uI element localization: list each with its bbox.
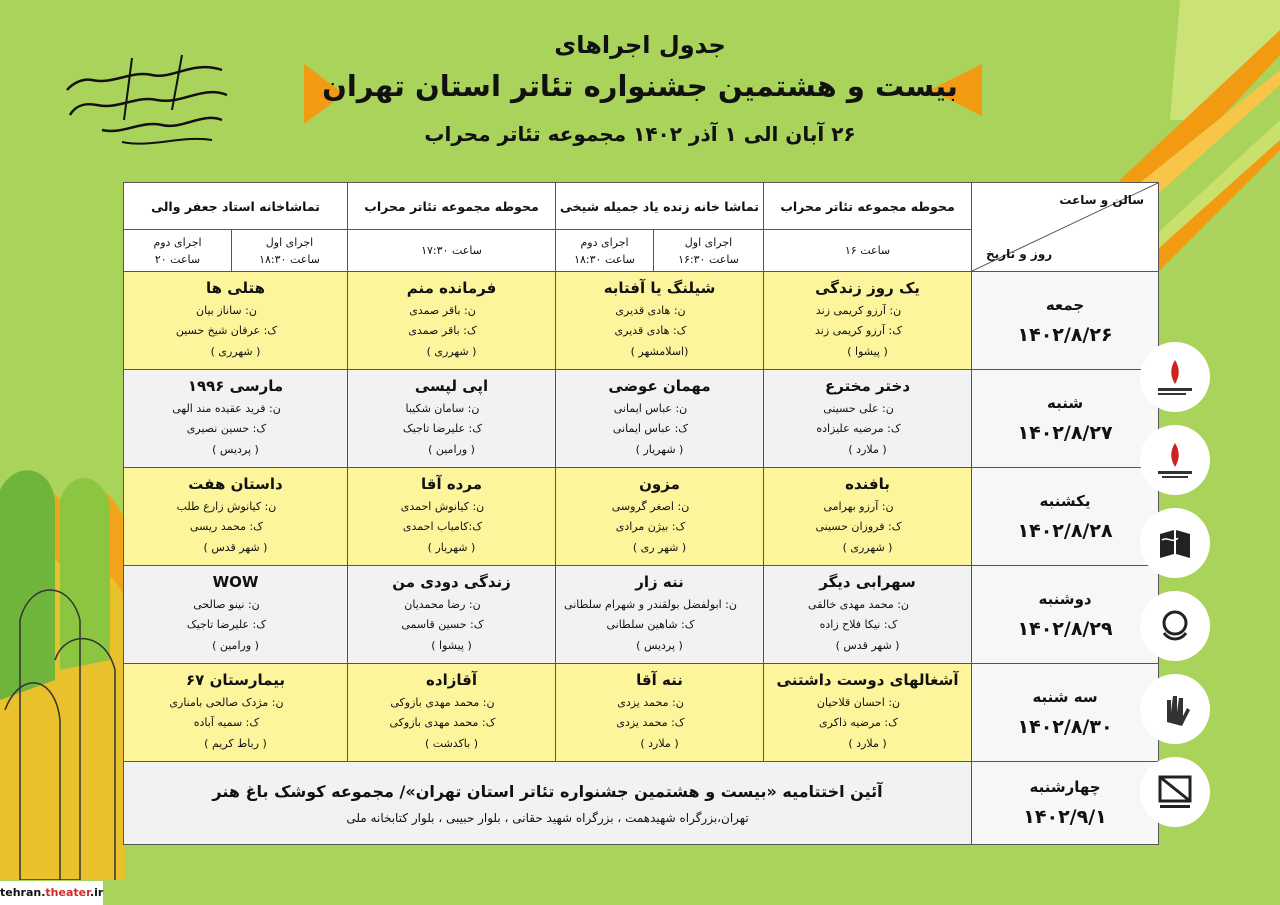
hand-logo-icon — [1140, 674, 1210, 744]
day-cell: جمعه ۱۴۰۲/۸/۲۶ — [972, 272, 1159, 370]
performance-cell: زندگی دودی من ن: رضا محمدیان ک: حسین قاسمی ( پیشوا ) — [348, 566, 556, 664]
crowd-illustration — [0, 460, 125, 880]
performance-cell: هتلی ها ن: ساناز بیان ک: عرفان شیخ حسین ( شهرری ) — [124, 272, 348, 370]
performance-cell: اپی لپسی ن: سامان شکیبا ک: علیرضا تاجیک ( ورامین ) — [348, 370, 556, 468]
closing-row — [124, 762, 1159, 845]
schedule-table — [123, 182, 1159, 845]
closing-title: آئین اختتامیه «بیست و هشتمین جشنواره تئاتر استان تهران»/ مجموعه کوشک باغ هنر — [212, 781, 883, 801]
corner-day-date: روز و تاریخ — [986, 247, 1053, 261]
mehrab-logo-icon — [1140, 757, 1210, 827]
day-row — [124, 370, 1159, 468]
day-cell: دوشنبه ۱۴۰۲/۸/۲۹ — [972, 566, 1159, 664]
first-show-time: اجرای اول ساعت ۱۸:۳۰ — [232, 230, 348, 272]
performance-cell: ننه زار ن: ابولفضل بولقندر و شهرام سلطانی ک: شاهین سلطانی ( پردیس ) — [556, 566, 764, 664]
festival-calligraphy-logo — [62, 50, 232, 150]
second-show-time: اجرای دوم ساعت ۲۰ — [124, 230, 232, 272]
performance-cell: مارسی ۱۹۹۶ ن: فرید عقیده مند الهی ک: حسین نصیری ( پردیس ) — [124, 370, 348, 468]
website-label: tehran.theater.ir — [0, 881, 103, 905]
venue-time: ساعت ۱۶ — [764, 230, 972, 272]
iran-emblem-icon — [1140, 425, 1210, 495]
title-line-1: جدول اجراهای — [554, 31, 726, 59]
schedule-title — [320, 28, 960, 152]
performance-cell: آشغالهای دوست داشتنی ن: احسان قلاحیان ک: مرضیه ذاکری ( ملارد ) — [764, 664, 972, 762]
performance-cell: WOW ن: نینو صالحی ک: علیرضا تاجیک ( ورامین ) — [124, 566, 348, 664]
second-show-time: اجرای دوم ساعت ۱۸:۳۰ — [556, 230, 654, 272]
performance-cell: بافنده ن: آرزو بهرامی ک: فروزان حسینی ( شهرری ) — [764, 468, 972, 566]
title-line-2: بیست و هشتمین جشنواره تئاتر استان تهران — [322, 69, 958, 103]
day-cell: شنبه ۱۴۰۲/۸/۲۷ — [972, 370, 1159, 468]
performance-cell: ننه آقا ن: محمد یزدی ک: محمد یزدی ( ملارد ) — [556, 664, 764, 762]
closing-address: تهران،بزرگراه شهیدهمت ، بزرگراه شهید حقانی ، بلوار حبیبی ، بلوار کتابخانه ملی — [346, 810, 749, 825]
venue-header: تماشاخانه استاد جعفر والی — [124, 183, 348, 230]
first-show-time: اجرای اول ساعت ۱۶:۳۰ — [654, 230, 764, 272]
day-cell: یکشنبه ۱۴۰۲/۸/۲۸ — [972, 468, 1159, 566]
performance-cell: آقازاده ن: محمد مهدی بازوکی ک: محمد مهدی بازوکی ( باکدشت ) — [348, 664, 556, 762]
venue-header: تماشا خانه زنده یاد جمیله شیخی — [556, 183, 764, 230]
sponsor-logos — [1130, 342, 1210, 840]
theater-assoc-logo-icon — [1140, 591, 1210, 661]
performance-cell: داستان هفت ن: کیانوش زارع طلب ک: محمد ریسی ( شهر قدس ) — [124, 468, 348, 566]
performance-cell: مهمان عوضی ن: عباس ایمانی ک: عباس ایمانی ( شهریار ) — [556, 370, 764, 468]
performance-cell: مرده آقا ن: کیانوش احمدی ک:کامیاب احمدی ( شهریار ) — [348, 468, 556, 566]
day-cell: چهارشنبه ۱۴۰۲/۹/۱ — [972, 762, 1159, 845]
performance-cell: مزون ن: اصغر گروسی ک: بیژن مرادی ( شهر ری ) — [556, 468, 764, 566]
performance-cell: یک روز زندگی ن: آرزو کریمی زند ک: آرزو کریمی زند ( پیشوا ) — [764, 272, 972, 370]
performance-cell: شیلنگ یا آفتابه ن: هادی قدیری ک: هادی قدیری (اسلامشهر ) — [556, 272, 764, 370]
corner-venue-time: سالن و ساعت — [1059, 193, 1145, 207]
performance-cell: بیمارستان ۶۷ ن: مژدک صالحی بامناری ک: سمیه آباده ( رباط کریم ) — [124, 664, 348, 762]
performance-cell: فرمانده منم ن: باقر صمدی ک: باقر صمدی ( شهرری ) — [348, 272, 556, 370]
venue-header: محوطه مجموعه تئاتر محراب — [348, 183, 556, 230]
title-line-3: ۲۶ آبان الی ۱ آذر ۱۴۰۲ مجموعه تئاتر محراب — [424, 122, 856, 146]
day-row — [124, 664, 1159, 762]
closing-ceremony-cell — [124, 762, 972, 845]
day-row — [124, 272, 1159, 370]
iran-emblem-icon — [1140, 342, 1210, 412]
day-row — [124, 468, 1159, 566]
venue-header: محوطه مجموعه تئاتر محراب — [764, 183, 972, 230]
header-corner — [972, 183, 1159, 272]
performance-cell: دختر مخترع ن: علی حسینی ک: مرضیه علیزاده ( ملارد ) — [764, 370, 972, 468]
performance-cell: سهرابی دیگر ن: محمد مهدی خالقی ک: نیکا فلاح زاده ( شهر قدس ) — [764, 566, 972, 664]
day-row — [124, 566, 1159, 664]
book-logo-icon — [1140, 508, 1210, 578]
day-cell: سه شنبه ۱۴۰۲/۸/۳۰ — [972, 664, 1159, 762]
venue-time: ساعت ۱۷:۳۰ — [348, 230, 556, 272]
